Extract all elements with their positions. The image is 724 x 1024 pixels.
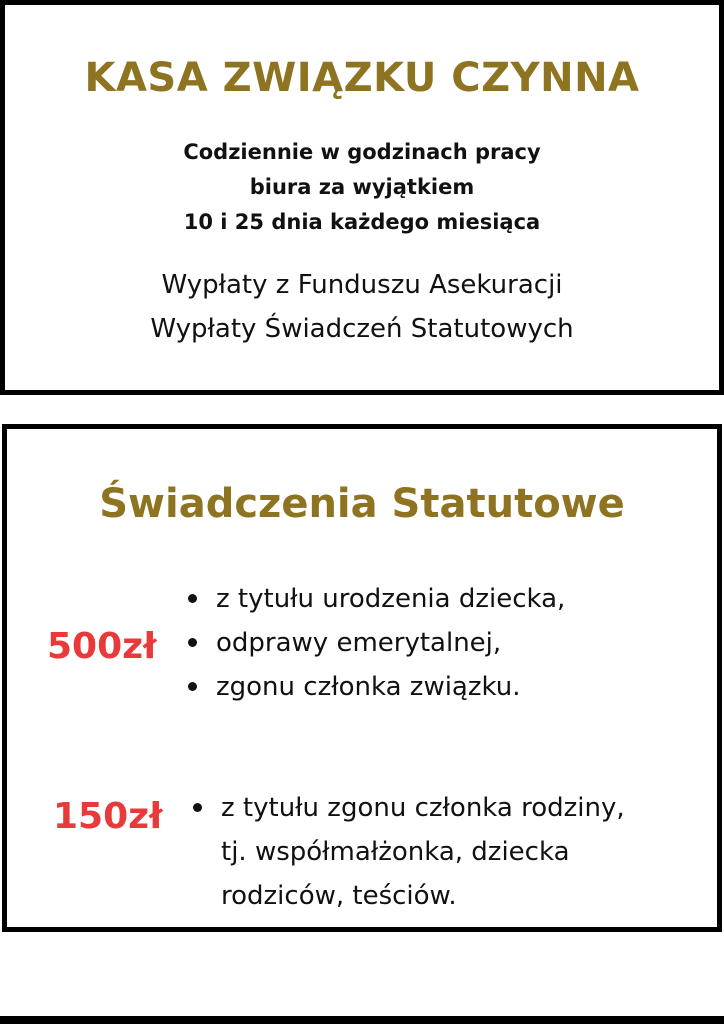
benefit-item-text: z tytułu zgonu członka rodziny, bbox=[221, 793, 625, 823]
benefit-item-text: zgonu członka związku. bbox=[216, 672, 521, 702]
bullet-icon bbox=[188, 682, 197, 691]
payout-line: Wypłaty Świadczeń Statutowych bbox=[150, 314, 574, 344]
cashier-title: KASA ZWIĄZKU CZYNNA bbox=[84, 55, 640, 101]
benefit-item-text: odprawy emerytalnej, bbox=[216, 628, 502, 658]
benefits-title: Świadczenia Statutowe bbox=[99, 481, 625, 527]
bullet-icon bbox=[193, 803, 202, 812]
benefit-item-text: rodziców, teściów. bbox=[221, 881, 457, 911]
cashier-info-panel bbox=[0, 0, 724, 395]
hours-line: 10 i 25 dnia każdego miesiąca bbox=[183, 210, 541, 234]
opening-hours bbox=[5, 135, 719, 240]
list-item bbox=[188, 577, 565, 621]
bullet-icon bbox=[188, 638, 197, 647]
payout-types bbox=[5, 263, 719, 351]
payout-line: Wypłaty z Funduszu Asekuracji bbox=[161, 270, 563, 300]
list-item bbox=[193, 786, 625, 918]
benefit-list-500 bbox=[188, 577, 565, 709]
bottom-border-bar bbox=[0, 1016, 724, 1024]
amount-150: 150zł bbox=[53, 796, 163, 837]
benefits-panel bbox=[2, 424, 722, 932]
benefit-item-text: z tytułu urodzenia dziecka, bbox=[216, 584, 566, 614]
hours-line: biura za wyjątkiem bbox=[249, 175, 475, 199]
benefit-list-150 bbox=[193, 786, 625, 918]
benefit-item-text: tj. współmałżonka, dziecka bbox=[221, 837, 570, 867]
hours-line: Codziennie w godzinach pracy bbox=[183, 140, 541, 164]
amount-500: 500zł bbox=[47, 626, 157, 667]
list-item bbox=[188, 621, 565, 665]
list-item bbox=[188, 665, 565, 709]
bullet-icon bbox=[188, 594, 197, 603]
